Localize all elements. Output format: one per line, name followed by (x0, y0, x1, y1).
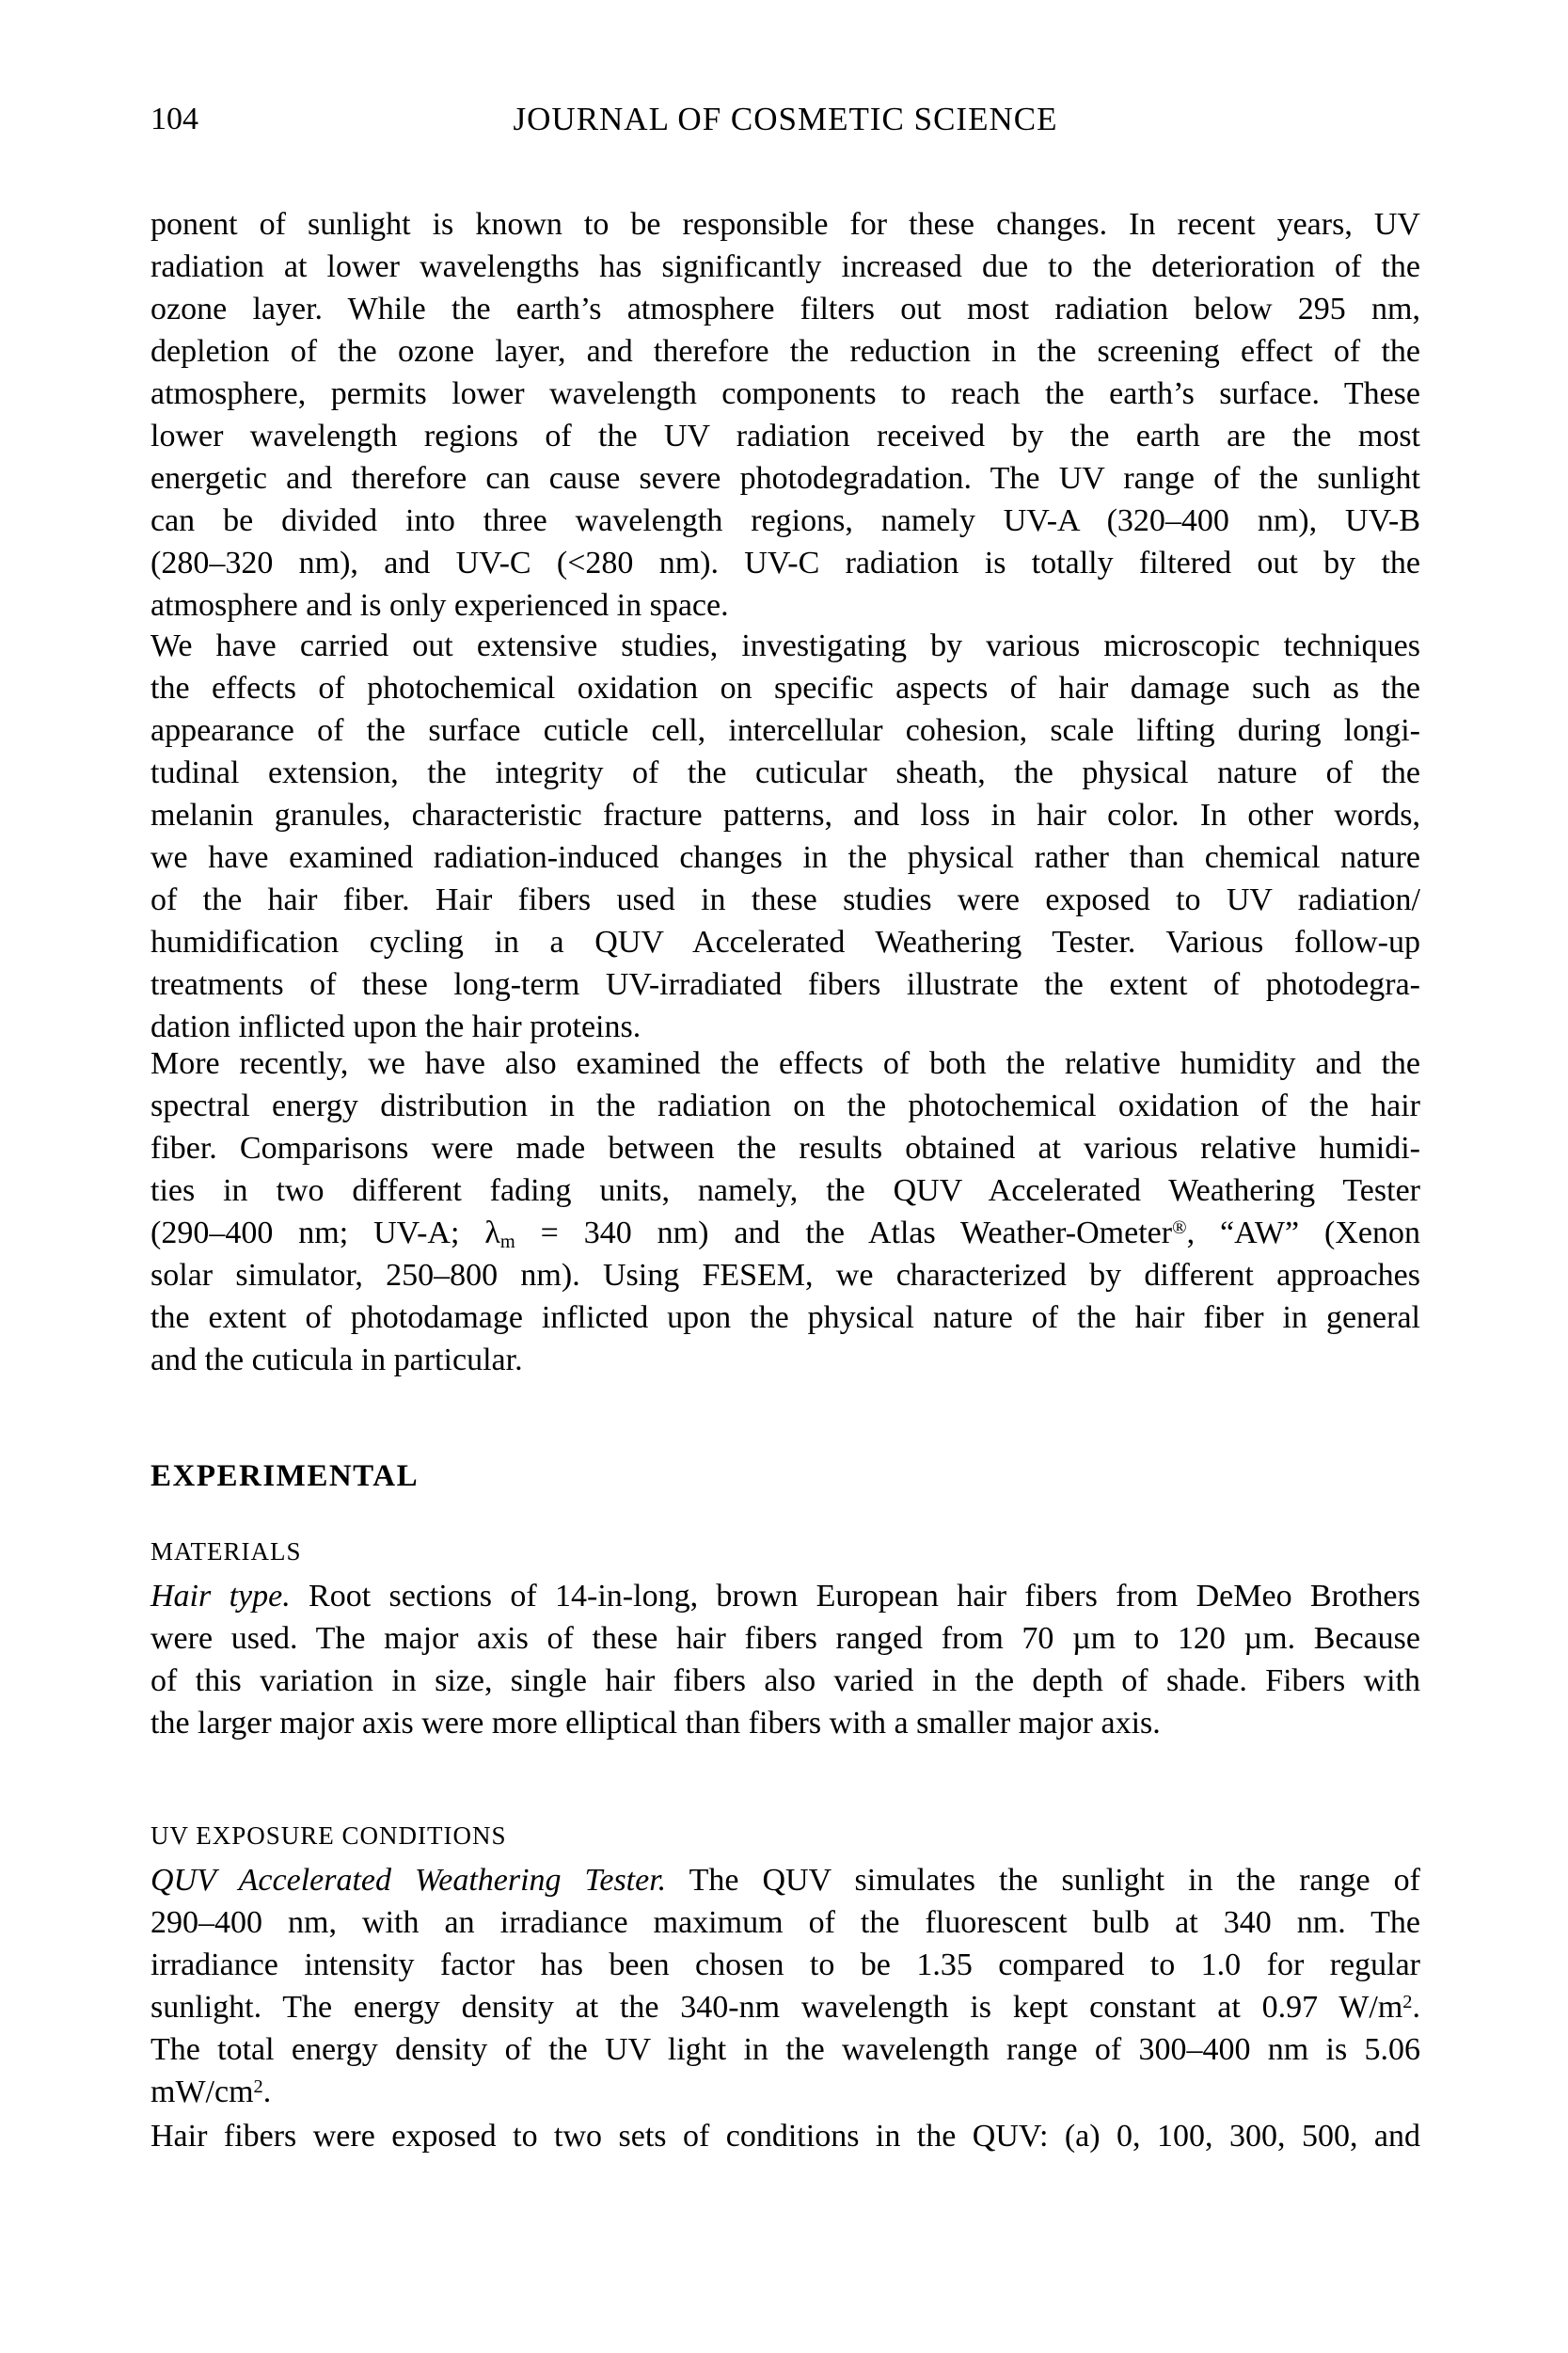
paragraph-studies (150, 625, 1420, 1048)
text-line-lead (150, 1575, 1420, 1617)
unit-pre: mW/cm (150, 2075, 254, 2109)
journal-title: JOURNAL OF COSMETIC SCIENCE (513, 101, 1058, 137)
text-line-lambda (150, 1212, 1420, 1254)
section-heading-experimental: EXPERIMENTAL (150, 1459, 420, 1493)
text-line: The total energy density of the UV light in the wavelength range of 300–400 nm is 5.06 (150, 2032, 1420, 2067)
text-line: of this variation in size, single hair fibers also varied in the depth of shade. Fibers with (150, 1663, 1420, 1698)
text-line: radiation at lower wavelengths has significantly increased due to the deterioration of the (150, 249, 1420, 284)
hair-type-lead-rest: Root sections of 14-in-long, brown European hair fibers from DeMeo Brothers (290, 1579, 1421, 1614)
text-line: appearance of the surface cuticle cell, intercellular cohesion, scale lifting during longi- (150, 713, 1420, 748)
registered-mark: ® (1172, 1216, 1187, 1238)
lambda-post: , “AW” (Xenon (1186, 1216, 1420, 1250)
text-line: spectral energy distribution in the radiation on the photochemical oxidation of the hair (150, 1089, 1420, 1123)
subsection-heading-materials: MATERIALS (150, 1537, 302, 1566)
text-line: lower wavelength regions of the UV radiation received by the earth are the most (150, 419, 1420, 453)
text-line: the effects of photochemical oxidation on specific aspects of hair damage such as the (150, 671, 1420, 706)
squared-superscript: 2 (1402, 1991, 1413, 2012)
paragraph-uv-background (150, 203, 1420, 627)
text-line: the larger major axis were more elliptical than fibers with a smaller major axis. (150, 1706, 1161, 1741)
text-line: Hair fibers were exposed to two sets of conditions in the QUV: (a) 0, 100, 300, 500, and (150, 2119, 1420, 2154)
paragraph-lines (150, 1042, 1420, 1212)
paragraph-lines (150, 1617, 1420, 1702)
lambda-pre: (290–400 nm; UV-A; λ (150, 1216, 500, 1250)
text-line: we have examined radiation-induced changes in the physical rather than chemical nature (150, 840, 1420, 875)
text-line-lead (150, 1859, 1420, 1901)
paragraph-recent-work (150, 1042, 1420, 1381)
text-line-units (150, 2071, 1420, 2113)
text-line: can be divided into three wavelength regions, namely UV-A (320–400 nm), UV-B (150, 503, 1420, 538)
quv-lead-italic: QUV Accelerated Weathering Tester. (150, 1863, 667, 1898)
text-line: ponent of sunlight is known to be responsible for these changes. In recent years, UV (150, 207, 1420, 242)
text-line: (280–320 nm), and UV-C (<280 nm). UV-C radiation is totally filtered out by the (150, 546, 1420, 580)
paragraph-lines (150, 625, 1420, 1006)
squared-superscript: 2 (253, 2075, 263, 2097)
paragraph-lines (150, 1254, 1420, 1339)
paragraph-exposure-sets (150, 2115, 1420, 2157)
text-line: 290–400 nm, with an irradiance maximum of the fluorescent bulb at 340 nm. The (150, 1905, 1420, 1940)
paragraph-lines (150, 1901, 1420, 1986)
text-line: dation inflicted upon the hair proteins. (150, 1010, 641, 1044)
quv-lead-rest: The QUV simulates the sunlight in the range of (666, 1863, 1420, 1898)
text-line: depletion of the ozone layer, and therefore the reduction in the screening effect of the (150, 334, 1420, 369)
page-number: 104 (150, 102, 198, 136)
text-line: solar simulator, 250–800 nm). Using FESEM, we characterized by different approaches (150, 1258, 1420, 1293)
running-head (150, 98, 1420, 140)
paragraph-hair-type (150, 1575, 1420, 1744)
lambda-subscript: m (499, 1232, 515, 1253)
text-line-energy (150, 1986, 1420, 2028)
text-line: humidification cycling in a QUV Accelerated Weathering Tester. Various follow-up (150, 925, 1420, 960)
unit-post: . (262, 2075, 272, 2109)
energy-pre: sunlight. The energy density at the 340-nm wavelength is kept constant at 0.97 W/m (150, 1990, 1403, 2025)
paragraph-lines (150, 203, 1420, 584)
text-line: fiber. Comparisons were made between the results obtained at various relative humidi- (150, 1131, 1420, 1166)
text-line: tudinal extension, the integrity of the cuticular sheath, the physical nature of the (150, 755, 1420, 790)
text-line: atmosphere, permits lower wavelength components to reach the earth’s surface. These (150, 376, 1420, 411)
text-line: of the hair fiber. Hair fibers used in these studies were exposed to UV radiation/ (150, 882, 1420, 917)
text-line: treatments of these long-term UV-irradiated fibers illustrate the extent of photodegra- (150, 967, 1420, 1002)
paragraph-quv (150, 1859, 1420, 2113)
text-line: More recently, we have also examined the effects of both the relative humidity and the (150, 1046, 1420, 1081)
text-line: irradiance intensity factor has been chosen to be 1.35 compared to 1.0 for regular (150, 1948, 1420, 1982)
text-line: the extent of photodamage inflicted upon the physical nature of the hair fiber in general (150, 1300, 1420, 1335)
subsection-heading-uv-exposure: UV EXPOSURE CONDITIONS (150, 1821, 507, 1850)
text-line: and the cuticula in particular. (150, 1343, 523, 1377)
text-line: energetic and therefore can cause severe photodegradation. The UV range of the sunlight (150, 461, 1420, 496)
energy-post: . (1412, 1990, 1420, 2025)
lambda-mid: = 340 nm) and the Atlas Weather-Ometer (515, 1216, 1173, 1250)
text-line: ozone layer. While the earth’s atmosphere filters out most radiation below 295 nm, (150, 292, 1420, 326)
text-line: ties in two different fading units, namely, the QUV Accelerated Weathering Tester (150, 1173, 1420, 1208)
hair-type-lead-italic: Hair type. (150, 1579, 291, 1614)
text-line: were used. The major axis of these hair fibers ranged from 70 µm to 120 µm. Because (150, 1621, 1420, 1656)
text-line: We have carried out extensive studies, investigating by various microscopic techniques (150, 628, 1420, 663)
text-line: atmosphere and is only experienced in space. (150, 588, 729, 623)
text-line: melanin granules, characteristic fracture patterns, and loss in hair color. In other words, (150, 798, 1420, 833)
